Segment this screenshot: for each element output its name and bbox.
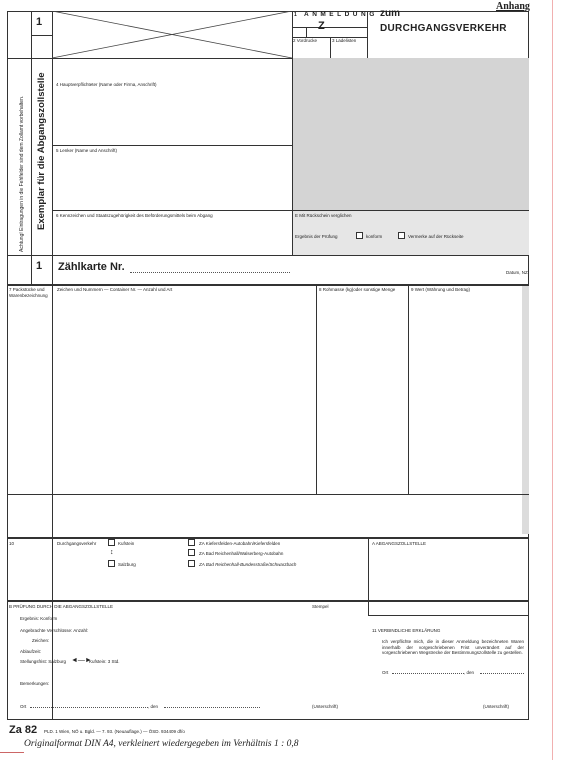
erklaerung-den: , den [464, 670, 475, 675]
vermerke-label: Vermerke auf der Rückseite [408, 234, 464, 239]
erklaerung-title: 11 VERBINDLICHE ERKLÄRUNG [372, 628, 441, 633]
konform-label: konform [366, 234, 383, 239]
pruefung-verschluesse: Angebrachte Verschlüsse: Anzahl: [20, 628, 89, 633]
za3-checkbox[interactable] [188, 560, 195, 567]
erklaerung-ort: Ort [382, 670, 389, 675]
pruefung-kufstein: Kufstein: 3 Std. [89, 659, 120, 664]
pruefung-den: , den [148, 704, 159, 709]
arrow-leftright-icon: ◄—► [71, 657, 92, 664]
z-letter: Z [318, 20, 325, 32]
vermerke-checkbox[interactable] [398, 232, 405, 239]
anhang-label: Anhang [496, 1, 530, 12]
zum-label: zum [380, 8, 400, 19]
durchgangsverkehr-title: DURCHGANGSVERKEHR [380, 23, 507, 34]
anmeldung-title: ANMELDUNG [304, 11, 378, 18]
pruefung-ablaufzeit: Ablaufzeit: [20, 649, 42, 654]
ergebnis-label: Ergebnis der Prüfung [295, 234, 338, 239]
field-7-label: 7 Packstücke und Warenbezeichnung [9, 287, 48, 298]
pruefung-zeichen: Zeichen: [32, 638, 50, 643]
za3-label: ZA Bad Reichenhall-Bundesstraße/Schwarzbach [199, 562, 297, 567]
sidebar-note: Achtung! Eintragungen in die Fehlfelder sind dem Zollamt vorbehalten. [19, 95, 25, 252]
field-10-label: 10 [9, 541, 15, 546]
erklaerung-unterschrift: (Unterschrift) [483, 704, 510, 709]
pruefung-unterschrift: (Unterschrift) [312, 704, 339, 709]
field-9-label: 9 Wert (Währung und Betrag) [411, 287, 470, 292]
kufstein-checkbox[interactable] [108, 539, 115, 546]
box2-label: 2 Vordrucke [293, 38, 318, 43]
print-info: PLD. 1 Wien, NÖ u. Bgld. — 7. 93. (Neuauflage.) — ÖSD. 934409 df/o [44, 729, 185, 734]
field-6-label: 6 Kennzeichen und Staatszugehörigkeit des Beförderungsmittels beim Abgang [56, 213, 213, 218]
salzburg-checkbox[interactable] [108, 560, 115, 567]
gray-strip-right [522, 284, 529, 534]
original-format-note: Originalformat DIN A4, verkleinert wiedergegeben im Verhältnis 1 : 0,8 [24, 739, 299, 749]
arrow-updown-icon: ↕ [110, 549, 114, 556]
crossed-box [52, 11, 292, 58]
field-5-label: 5 Lenker (Name und Anschrift) [56, 148, 118, 153]
durchgangsverkehr-ueber-label: Durchgangsverkehr [57, 541, 97, 546]
za1-checkbox[interactable] [188, 539, 195, 546]
sidebar-number-top: 1 [36, 16, 43, 28]
exemplar-label: Exemplar für die Abgangszollstelle [36, 72, 47, 230]
gray-panel-top [292, 58, 529, 210]
field-a-label: A ABGANGSZOLLSTELLE [372, 541, 427, 546]
erklaerung-text: Ich verpflichte mich, die in dieser Anmeldung bezeichneten Waren innerhalb der vorgeschriebenen Frist unverändert auf der vorgeschriebenen Wegstrecke der Bestimmungszollstelle zu gestellen. [382, 639, 524, 656]
box1-number: 1 [294, 12, 297, 18]
pruefung-bemerkungen: Bemerkungen: [20, 681, 50, 686]
za2-label: ZA Bad Reichenhall/Walserberg-Autobahn [199, 551, 284, 556]
konform-checkbox[interactable] [356, 232, 363, 239]
field-e-label: E Mit Rückschein verglichen [295, 213, 352, 218]
form-code: Za 82 [9, 724, 38, 736]
za2-checkbox[interactable] [188, 549, 195, 556]
stempel-label: Stempel [312, 604, 329, 609]
kufstein-label: Kufstein [118, 541, 135, 546]
zaehlkarte-label: Zählkarte Nr. [58, 261, 125, 273]
pruefung-title: B PRÜFUNG DURCH DIE ABGANGSZOLLSTELLE [9, 604, 114, 609]
pruefung-ergebnis: Ergebnis: Konform [20, 616, 58, 621]
field-8-label: 8 Rohmasse (kg)oder sonstige Menge [319, 287, 396, 292]
pruefung-stellungsfrist: Stellungsfrist: Salzburg [20, 659, 67, 664]
field-4-label: 4 Hauptverpflichteter (Name oder Firma, Anschrift) [56, 82, 157, 87]
pruefung-ort: Ort [20, 704, 27, 709]
box3-label: 3 Ladelisten [332, 38, 357, 43]
datum-label: Datum, NZ [506, 270, 528, 275]
salzburg-label: Salzburg [118, 562, 136, 567]
zeichen-label: Zeichen und Nummern — Container Nr. — Anzahl und Art [57, 287, 173, 292]
sidebar-number-bottom: 1 [36, 260, 43, 272]
za1-label: ZA Kiefersfelden-Autobahn/Kiefersfelden [199, 541, 281, 546]
